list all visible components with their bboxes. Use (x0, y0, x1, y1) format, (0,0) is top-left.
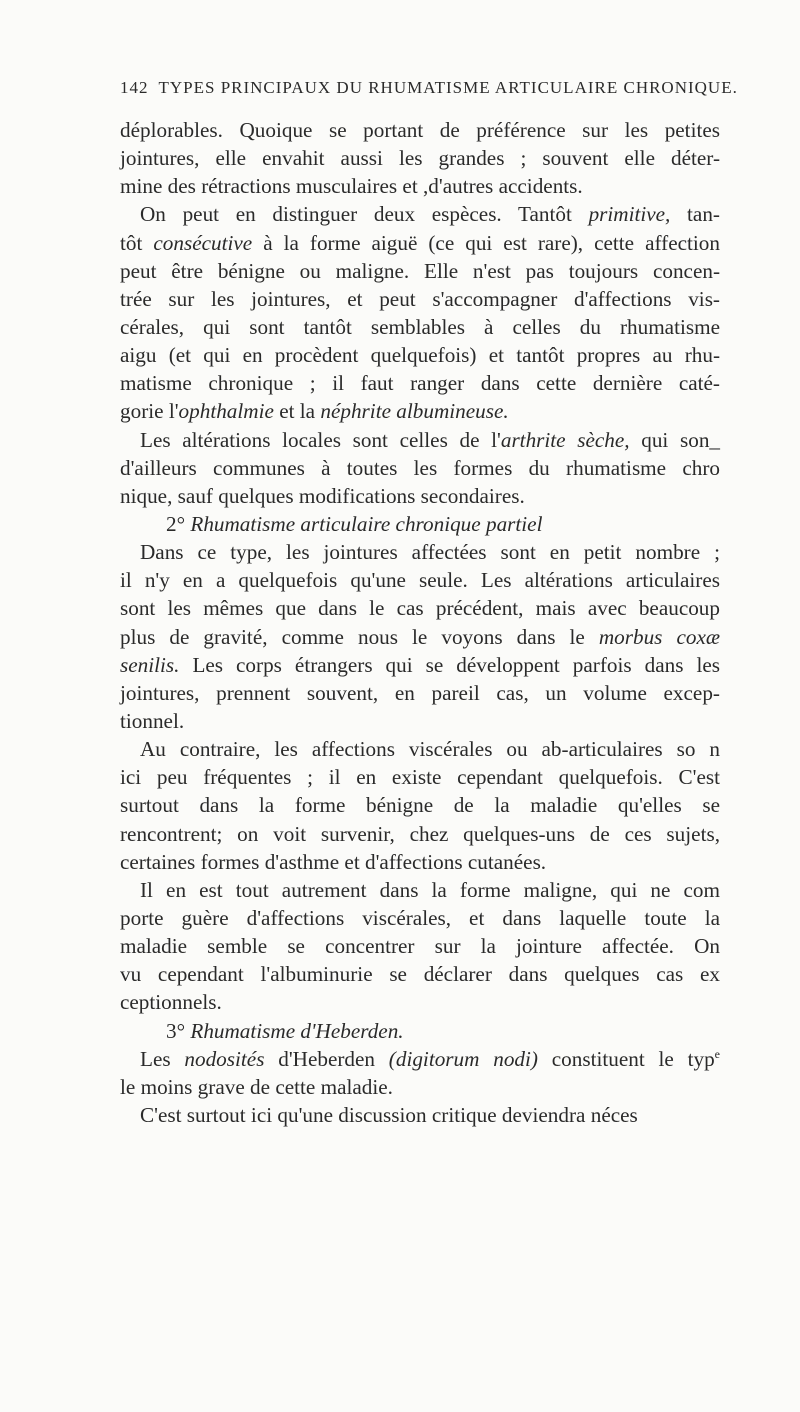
text-line: jointures, elle envahit aussi les grandes ; souvent elle déter- (120, 146, 720, 171)
paragraph-start: Les altérations locales sont celles de l'arthrite sèche, qui son_ (140, 427, 720, 452)
text-line: il n'y en a quelquefois qu'une seule. Les altérations articulaires (120, 568, 720, 593)
section-title-3: Rhumatisme d'Heberden. (190, 1018, 404, 1043)
text-line: le moins grave de cette maladie. (120, 1074, 393, 1099)
text-line: matisme chronique ; il faut ranger dans cette dernière caté- (120, 371, 720, 396)
body-text (120, 116, 720, 1129)
italic-term: nodosités (184, 1046, 265, 1071)
text-line: cérales, qui sont tantôt semblables à celles du rhumatisme (120, 314, 720, 339)
text-line: gorie l'ophthalmie et la néphrite albumineuse. (120, 399, 509, 424)
text-line: senilis. Les corps étrangers qui se développent parfois dans les (120, 652, 720, 677)
text-line: trée sur les jointures, et peut s'accompagner d'affections vis- (120, 286, 720, 311)
section-heading-2: 2° Rhumatisme articulaire chronique partiel (166, 511, 543, 536)
section-title-2: Rhumatisme articulaire chronique partiel (190, 511, 543, 536)
paragraph-start: Dans ce type, les jointures affectées sont en petit nombre ; (140, 540, 720, 565)
text-line: plus de gravité, comme nous le voyons dans le morbus coxæ (120, 624, 720, 649)
text-line: nique, sauf quelques modifications secondaires. (120, 483, 525, 508)
text-line: certaines formes d'asthme et d'affections cutanées. (120, 849, 547, 874)
text-line: vu cependant l'albuminurie se déclarer dans quelques cas ex (120, 962, 720, 987)
paragraph-start: Il en est tout autrement dans la forme maligne, qui ne com (140, 877, 720, 902)
text-line: tôt consécutive à la forme aiguë (ce qui est rare), cette affection (120, 230, 720, 255)
italic-term: consécutive (153, 230, 253, 255)
text-line: surtout dans la forme bénigne de la maladie qu'elles se (120, 793, 720, 818)
italic-term: ophthalmie (178, 399, 274, 424)
paragraph-start: Les nodosités d'Heberden (digitorum nodi) constituent le typ$^e$ (140, 1046, 720, 1071)
running-title: TYPES PRINCIPAUX DU RHUMATISME ARTICULAIRE CHRONIQUE. (158, 78, 738, 97)
running-header (120, 78, 738, 98)
text-line: mine des rétractions musculaires et ,d'autres accidents. (120, 174, 583, 199)
text-line: aigu (et qui en procèdent quelquefois) et tantôt propres au rhu- (120, 343, 720, 368)
text-line: sont les mêmes que dans le cas précédent, mais avec beaucoup (120, 596, 720, 621)
italic-term: morbus coxæ (598, 624, 720, 649)
italic-term: néphrite albumineuse. (320, 399, 509, 424)
paragraph-start: C'est surtout ici qu'une discussion critique deviendra néces (140, 1102, 638, 1127)
italic-term: senilis. (120, 652, 180, 677)
paragraph-start: On peut en distinguer deux espèces. Tantôt primitive, tan- (140, 202, 720, 227)
italic-term: (digitorum nodi) (388, 1046, 538, 1071)
text-line: tionnel. (120, 708, 185, 733)
paragraph-start: Au contraire, les affections viscérales ou ab-articulaires so n (140, 737, 720, 762)
text-line: ici peu fréquentes ; il en existe cependant quelquefois. C'est (120, 765, 720, 790)
text-line: maladie semble se concentrer sur la jointure affectée. On (120, 934, 720, 959)
superscript-letter: e (714, 1046, 720, 1061)
text-line: porte guère d'affections viscérales, et dans laquelle toute la (120, 905, 720, 930)
text-line: ceptionnels. (120, 990, 222, 1015)
text-line: rencontrent; on voit survenir, chez quelques-uns de ces sujets, (120, 821, 720, 846)
text-line: d'ailleurs communes à toutes les formes du rhumatisme chro (120, 455, 720, 480)
italic-term: primitive, (588, 202, 671, 227)
italic-term: arthrite sèche, (500, 427, 630, 452)
page-number: 142 (120, 78, 149, 97)
text-line: peut être bénigne ou maligne. Elle n'est pas toujours concen- (120, 258, 720, 283)
text-line: jointures, prennent souvent, en pareil cas, un volume excep- (120, 680, 720, 705)
section-heading-3: 3° Rhumatisme d'Heberden. (166, 1018, 404, 1043)
text-line: déplorables. Quoique se portant de préférence sur les petites (120, 118, 720, 142)
